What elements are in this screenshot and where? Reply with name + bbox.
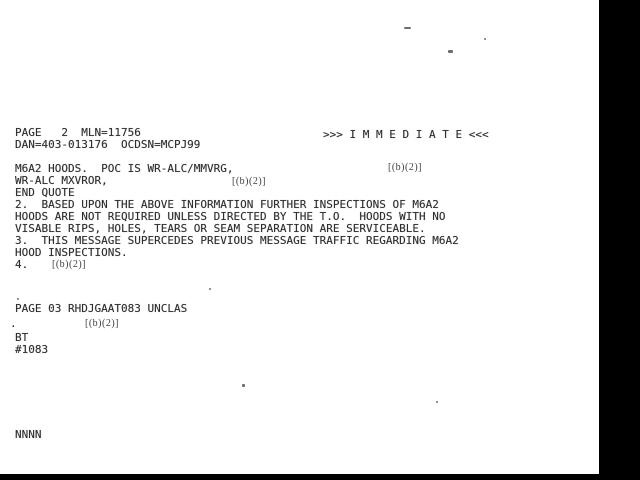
scan-noise-speck	[404, 27, 411, 29]
redaction-stamp-4: [(b)(2)]	[85, 318, 119, 329]
scan-noise-speck	[448, 50, 453, 53]
body-line-10: .	[10, 317, 17, 330]
scan-noise-speck	[484, 38, 486, 40]
body-line-5: HOODS ARE NOT REQUIRED UNLESS DIRECTED BY THE T.O. HOODS WITH NO	[15, 210, 446, 223]
body-line-2: WR-ALC MXVROR,	[15, 174, 108, 187]
scan-noise-speck	[209, 288, 211, 290]
message-id-line: DAN=403-013176 OCDSN=MCPJ99	[15, 138, 201, 151]
scan-noise-speck	[242, 384, 245, 387]
scan-edge-right	[599, 0, 640, 480]
redaction-stamp-2: [(b)(2)]	[232, 176, 266, 187]
scan-noise-speck	[17, 298, 19, 300]
scan-noise-speck	[436, 401, 438, 403]
page-footer-line: PAGE 03 RHDJGAAT083 UNCLAS	[15, 302, 188, 315]
precedence-flag: >>> I M M E D I A T E <<<	[323, 128, 489, 141]
body-line-11: BT	[15, 331, 29, 344]
body-line-9: 4.	[15, 258, 29, 271]
body-line-7: 3. THIS MESSAGE SUPERCEDES PREVIOUS MESSAGE TRAFFIC REGARDING M6A2	[15, 234, 459, 247]
body-line-1: M6A2 HOODS. POC IS WR-ALC/MMVRG,	[15, 162, 234, 175]
body-line-6: VISABLE RIPS, HOLES, TEARS OR SEAM SEPARATION ARE SERVICEABLE.	[15, 222, 426, 235]
end-of-message-marker: NNNN	[15, 428, 42, 441]
body-line-12: #1083	[15, 343, 49, 356]
page-header-line: PAGE 2 MLN=11756	[15, 126, 141, 139]
body-line-8: HOOD INSPECTIONS.	[15, 246, 128, 259]
scan-edge-bottom	[0, 474, 640, 480]
redaction-stamp-3: [(b)(2)]	[52, 259, 86, 270]
body-line-3: END QUOTE	[15, 186, 75, 199]
body-line-4: 2. BASED UPON THE ABOVE INFORMATION FURTHER INSPECTIONS OF M6A2	[15, 198, 439, 211]
redaction-stamp-1: [(b)(2)]	[388, 162, 422, 173]
